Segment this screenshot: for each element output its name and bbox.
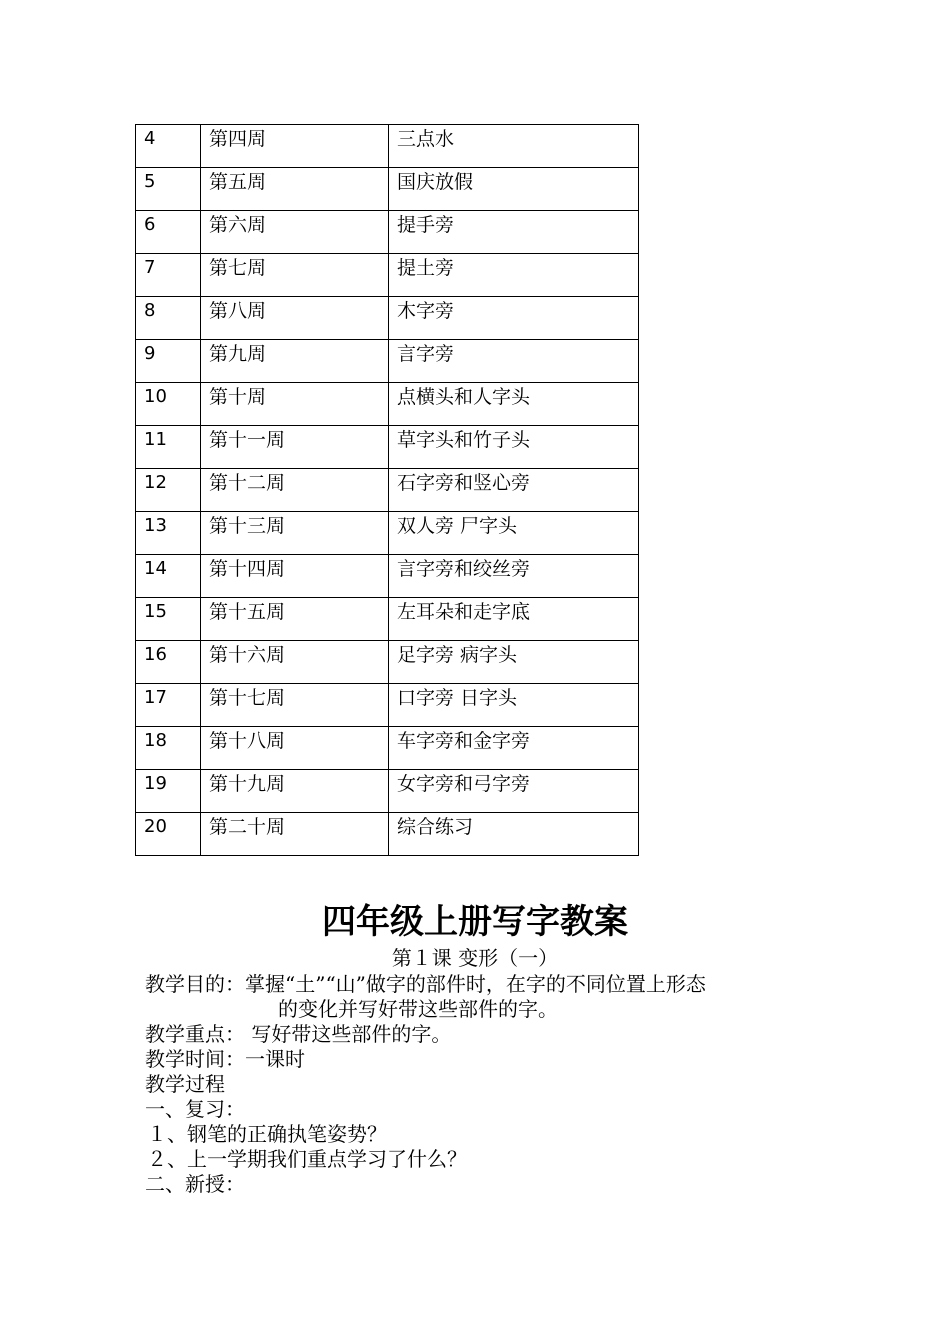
row-number: 18 — [136, 727, 201, 770]
row-topic: 车字旁和金字旁 — [389, 727, 639, 770]
schedule-table-body — [136, 125, 639, 856]
row-topic: 言字旁和绞丝旁 — [389, 555, 639, 598]
row-number: 20 — [136, 813, 201, 856]
row-number: 5 — [136, 168, 201, 211]
row-week: 第十九周 — [201, 770, 389, 813]
row-week: 第七周 — [201, 254, 389, 297]
row-topic: 左耳朵和走字底 — [389, 598, 639, 641]
teaching-key-point: 教学重点： 写好带这些部件的字。 — [145, 1022, 452, 1046]
table-row — [136, 684, 639, 727]
table-row — [136, 469, 639, 512]
row-week: 第五周 — [201, 168, 389, 211]
row-week: 第十一周 — [201, 426, 389, 469]
row-week: 第八周 — [201, 297, 389, 340]
row-topic: 足字旁 病字头 — [389, 641, 639, 684]
table-row — [136, 813, 639, 856]
row-week: 第十五周 — [201, 598, 389, 641]
row-week: 第十二周 — [201, 469, 389, 512]
row-number: 10 — [136, 383, 201, 426]
row-topic: 提土旁 — [389, 254, 639, 297]
table-row — [136, 340, 639, 383]
row-topic: 点横头和人字头 — [389, 383, 639, 426]
teaching-objective: 教学目的：掌握“土”“山”做字的部件时，在字的不同位置上形态 — [145, 972, 706, 996]
row-week: 第九周 — [201, 340, 389, 383]
row-week: 第二十周 — [201, 813, 389, 856]
row-week: 第十四周 — [201, 555, 389, 598]
table-row — [136, 168, 639, 211]
row-week: 第十三周 — [201, 512, 389, 555]
row-topic: 双人旁 尸字头 — [389, 512, 639, 555]
table-row — [136, 426, 639, 469]
review-heading: 一、复习： — [145, 1097, 245, 1121]
row-number: 14 — [136, 555, 201, 598]
table-row — [136, 254, 639, 297]
row-week: 第十七周 — [201, 684, 389, 727]
row-topic: 草字头和竹子头 — [389, 426, 639, 469]
row-number: 6 — [136, 211, 201, 254]
row-week: 第四周 — [201, 125, 389, 168]
row-topic: 三点水 — [389, 125, 639, 168]
row-week: 第十八周 — [201, 727, 389, 770]
row-number: 15 — [136, 598, 201, 641]
table-row — [136, 555, 639, 598]
row-week: 第六周 — [201, 211, 389, 254]
row-topic: 女字旁和弓字旁 — [389, 770, 639, 813]
row-number: 16 — [136, 641, 201, 684]
row-number: 8 — [136, 297, 201, 340]
table-row — [136, 297, 639, 340]
new-lesson-heading: 二、新授： — [145, 1172, 245, 1196]
teaching-process-heading: 教学过程 — [145, 1072, 225, 1096]
table-row — [136, 727, 639, 770]
row-topic: 国庆放假 — [389, 168, 639, 211]
table-row — [136, 125, 639, 168]
table-row — [136, 598, 639, 641]
row-topic: 石字旁和竖心旁 — [389, 469, 639, 512]
row-week: 第十六周 — [201, 641, 389, 684]
row-number: 19 — [136, 770, 201, 813]
teaching-schedule-table — [135, 124, 639, 856]
row-topic: 木字旁 — [389, 297, 639, 340]
row-week: 第十周 — [201, 383, 389, 426]
teaching-objective-continued: 的变化并写好带这些部件的字。 — [278, 997, 558, 1021]
review-question-1: １、钢笔的正确执笔姿势？ — [147, 1122, 387, 1146]
row-topic: 口字旁 日字头 — [389, 684, 639, 727]
table-row — [136, 770, 639, 813]
table-row — [136, 512, 639, 555]
review-question-2: ２、上一学期我们重点学习了什么？ — [147, 1147, 467, 1171]
row-topic: 言字旁 — [389, 340, 639, 383]
row-topic: 提手旁 — [389, 211, 639, 254]
row-number: 17 — [136, 684, 201, 727]
teaching-time: 教学时间：一课时 — [145, 1047, 305, 1071]
table-row — [136, 211, 639, 254]
row-number: 9 — [136, 340, 201, 383]
row-number: 4 — [136, 125, 201, 168]
table-row — [136, 383, 639, 426]
table-row — [136, 641, 639, 684]
row-number: 11 — [136, 426, 201, 469]
row-number: 7 — [136, 254, 201, 297]
row-topic: 综合练习 — [389, 813, 639, 856]
document-title: 四年级上册写字教案 — [322, 902, 628, 942]
row-number: 13 — [136, 512, 201, 555]
row-number: 12 — [136, 469, 201, 512]
lesson-title: 第１课 变形（一） — [391, 946, 559, 970]
